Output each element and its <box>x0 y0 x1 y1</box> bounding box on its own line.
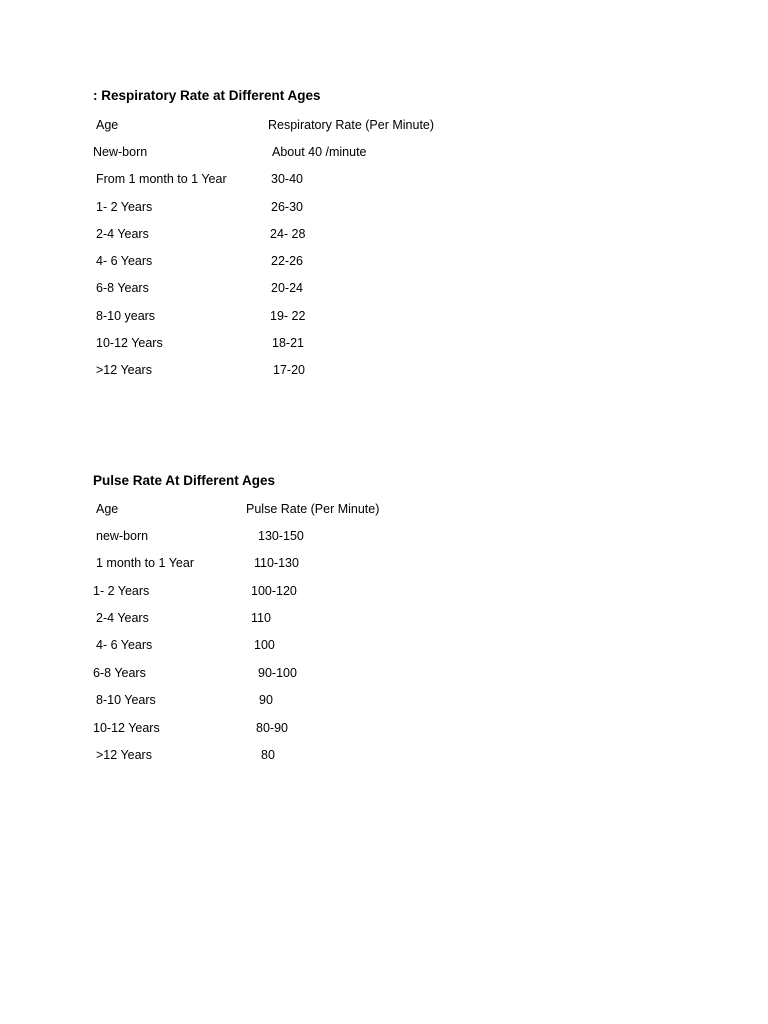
respiratory-row-rate: 24- 28 <box>270 227 306 241</box>
pulse-row-age: 4- 6 Years <box>96 638 153 652</box>
respiratory-row-age: From 1 month to 1 Year <box>96 172 227 186</box>
pulse-row-rate: 110 <box>251 611 271 625</box>
pulse-col-age: Age <box>96 502 119 516</box>
pulse-row-age: 10-12 Years <box>93 721 160 735</box>
respiratory-row-rate: 26-30 <box>271 200 303 214</box>
respiratory-row-rate: 30-40 <box>271 172 303 186</box>
respiratory-row-rate: 22-26 <box>271 254 303 268</box>
pulse-row-age: >12 Years <box>96 748 152 762</box>
pulse-title: Pulse Rate At Different Ages <box>93 473 276 488</box>
respiratory-row-age: 1- 2 Years <box>96 200 153 214</box>
pulse-row-rate: 130-150 <box>258 529 304 543</box>
pulse-row-age: new-born <box>96 529 149 543</box>
pulse-row-rate: 110-130 <box>254 556 299 570</box>
respiratory-row-age: >12 Years <box>96 363 152 377</box>
pulse-row-age: 6-8 Years <box>93 666 146 680</box>
respiratory-row-age: 8-10 years <box>96 309 156 323</box>
pulse-row-rate: 80 <box>261 748 275 762</box>
pulse-row-rate: 100-120 <box>251 584 297 598</box>
respiratory-row-rate: About 40 /minute <box>272 145 367 159</box>
respiratory-row-age: 2-4 Years <box>96 227 149 241</box>
pulse-row-age: 1- 2 Years <box>93 584 150 598</box>
pulse-row-rate: 80-90 <box>256 721 288 735</box>
respiratory-col-age: Age <box>96 118 119 132</box>
respiratory-title: : Respiratory Rate at Different Ages <box>93 88 321 103</box>
respiratory-col-rate: Respiratory Rate (Per Minute) <box>268 118 435 132</box>
respiratory-row-rate: 17-20 <box>273 363 305 377</box>
respiratory-row-rate: 18-21 <box>272 336 304 350</box>
respiratory-row-age: 10-12 Years <box>96 336 163 350</box>
respiratory-row-rate: 19- 22 <box>270 309 306 323</box>
pulse-row-rate: 90 <box>259 693 273 707</box>
respiratory-row-age: New-born <box>93 145 148 159</box>
pulse-row-rate: 100 <box>254 638 275 652</box>
pulse-row-rate: 90-100 <box>258 666 297 680</box>
pulse-row-age: 8-10 Years <box>96 693 156 707</box>
respiratory-row-age: 6-8 Years <box>96 281 149 295</box>
pulse-col-rate: Pulse Rate (Per Minute) <box>246 502 380 516</box>
respiratory-row-age: 4- 6 Years <box>96 254 153 268</box>
pulse-row-age: 1 month to 1 Year <box>96 556 194 570</box>
pulse-row-age: 2-4 Years <box>96 611 149 625</box>
respiratory-row-rate: 20-24 <box>271 281 303 295</box>
